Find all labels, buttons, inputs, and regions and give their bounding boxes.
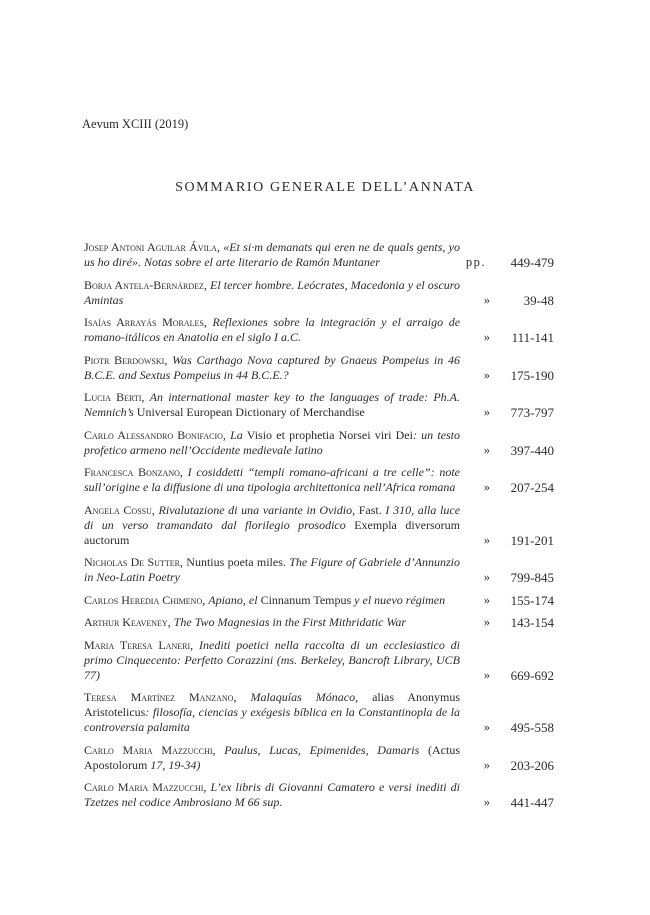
entry-title-italic: L’ex libris di Giovanni Camatero e versi inediti di Tzetzes nel codice Ambrosiano M 66 sup.: [84, 780, 461, 809]
toc-entry: [84, 428, 554, 458]
entry-citation: [84, 615, 460, 630]
page-prefix: »: [483, 570, 490, 584]
entry-text: Exempla diversorum auctorum: [84, 517, 460, 547]
toc-entry: [84, 240, 554, 270]
entry-title-italic: Malaquías Mónaco,: [250, 690, 359, 704]
entry-author: Arthur Keaveney: [84, 615, 168, 629]
page-title: SOMMARIO GENERALE DELL’ANNATA: [175, 180, 475, 195]
entry-title-italic: 17, 19-34): [150, 757, 201, 772]
entry-citation: [84, 315, 460, 345]
entry-text: , Nuntius poeta miles.: [179, 555, 290, 569]
toc-entry: [84, 743, 554, 773]
entry-author: Carlo Alessandro Bonifacio: [84, 427, 223, 442]
entry-title-italic: Paulus, Lucas, Epimenides, Damaris: [224, 742, 420, 757]
entry-citation: [84, 638, 460, 683]
toc-entry: [84, 780, 554, 810]
entry-text: ,: [151, 502, 159, 517]
entry-text: Cinnanum Tempus: [257, 592, 355, 607]
page-range: 449-479: [510, 255, 554, 270]
page-prefix: »: [483, 532, 490, 547]
page-prefix: »: [483, 667, 490, 682]
page-range: 155-174: [510, 592, 554, 608]
page-range: 111-141: [511, 330, 554, 345]
entry-text: ,: [141, 390, 150, 404]
toc-entry: [84, 615, 554, 630]
journal-header: Aevum XCIII (2019): [82, 117, 189, 131]
entry-citation: [84, 690, 460, 735]
page-range: 397-440: [510, 442, 554, 458]
entry-title-italic: : filosofía, ciencias y exégesis bíblica en la Constantinopla de la controversia palamita: [84, 705, 460, 734]
page-prefix: »: [483, 795, 490, 809]
entry-author: Nicholas De Sutter: [84, 555, 180, 569]
page-prefix: »: [483, 367, 490, 382]
entry-text: ,: [179, 465, 188, 479]
page-range: 39-48: [523, 292, 554, 308]
entry-citation: [84, 278, 460, 308]
page-prefix: pp.: [465, 255, 486, 269]
entry-title-italic: I 310, alla luce di un verso tramandato dal florilegio prosodico: [84, 502, 461, 532]
page-prefix: »: [483, 480, 490, 494]
page-prefix: »: [483, 615, 490, 629]
entry-text: ,: [203, 315, 213, 329]
entry-text: Visio et prophetia Norsei viri Dei: [242, 427, 413, 442]
entry-citation: [84, 240, 460, 270]
toc-entry: [84, 278, 554, 308]
entry-title-italic: Was Carthago Nova captured by Gnaeus Pompeius in 46 B.C.E. and Sextus Pompeius in 44 B.C.E.?: [84, 352, 461, 382]
entry-text: (Actus Apostolorum: [84, 742, 461, 772]
entry-text: ,: [167, 615, 174, 629]
page-range: 441-447: [510, 795, 554, 810]
toc-entry: [84, 465, 554, 495]
entry-text: ,: [202, 592, 209, 607]
entry-title-italic: An international master key to the languages of trade: Ph.A. Nemnich’s: [84, 390, 460, 419]
page-range: 175-190: [510, 367, 554, 383]
entry-text: ,: [222, 427, 231, 442]
page-prefix: »: [483, 442, 490, 457]
entry-title-italic: Rivalutazione di una variante in Ovidio,: [158, 502, 356, 517]
page-range: 191-201: [510, 532, 554, 548]
entry-author: Teresa Martínez Manzano: [84, 690, 234, 704]
toc-entry: [84, 555, 554, 585]
entry-citation: [84, 593, 460, 608]
page-range: 799-845: [510, 570, 554, 585]
entry-author: Carlo Maria Mazzucchi: [84, 742, 213, 757]
toc-entry: [84, 353, 554, 383]
entry-citation: [84, 465, 460, 495]
page-prefix: »: [483, 592, 490, 607]
page-range: 669-692: [510, 667, 554, 683]
entry-author: Isaías Arrayás Morales: [84, 315, 204, 329]
page-range: 495-558: [510, 720, 554, 735]
entry-text: Universal European Dictionary of Merchandise: [133, 405, 365, 419]
entry-title-italic: The Figure of Gabriele d’Annunzio in Neo-Latin Poetry: [84, 555, 460, 584]
entry-author: Angela Cossu: [84, 502, 152, 517]
page-prefix: »: [483, 720, 490, 734]
entry-citation: [84, 390, 460, 420]
entry-author: Carlo Maria Mazzucchi: [84, 780, 204, 794]
page-prefix: »: [483, 330, 490, 344]
toc-entry: [84, 503, 554, 548]
entry-author: Josep Antoni Aguilar Ávila: [84, 240, 217, 254]
entry-author: Carlos Heredia Chimeno: [84, 592, 203, 607]
entry-text: ,: [190, 637, 200, 652]
entry-title-italic: «Et si·m demanats qui eren ne de quals gents, yo us ho diré». Notas sobre el arte literario de Ramón Muntaner: [84, 240, 461, 269]
entry-text: ,: [233, 690, 251, 704]
entry-text: ,: [203, 780, 211, 794]
entry-text: ,: [164, 352, 173, 367]
entry-text: Fast.: [355, 502, 386, 517]
entry-citation: [84, 555, 460, 585]
toc-entry: [84, 315, 554, 345]
toc-entry: [84, 390, 554, 420]
toc-entry: [84, 690, 554, 735]
entry-title-italic: Reflexiones sobre la integración y el arraigo de romano-itálicos en Anatolia en el siglo I a.C.: [84, 315, 461, 344]
entry-citation: [84, 743, 460, 773]
toc-entry: [84, 638, 554, 683]
entry-title-italic: El tercer hombre. Leócrates, Macedonia y el oscuro Amintas: [84, 277, 461, 307]
entry-title-italic: I cosiddetti “templi romano-africani a tre celle”: note sull’origine e la diffusione di una tipologia architettonica nell’Africa romana: [84, 465, 460, 494]
entry-citation: [84, 780, 460, 810]
entry-author: Lucia Berti: [84, 390, 142, 404]
table-of-contents: [84, 240, 554, 818]
entry-citation: [84, 428, 460, 458]
entry-title-italic: La: [230, 427, 243, 442]
entry-title-italic: : un testo profetico armeno nell’Occidente medievale latino: [84, 427, 460, 457]
entry-text: ,: [212, 742, 225, 757]
entry-citation: [84, 503, 460, 548]
entry-title-italic: Inediti poetici nella raccolta di un ecclesiastico di primo Cinquecento: Perfetto Corazzini (ms. Berkeley, Bancroft Library, UCB 77): [84, 637, 461, 682]
toc-entry: [84, 593, 554, 608]
page-prefix: »: [483, 757, 490, 772]
page-prefix: »: [483, 292, 490, 307]
entry-text: ,: [203, 277, 211, 292]
entry-author: Francesca Bonzano: [84, 465, 180, 479]
entry-author: Borja Antela-Bernárdez: [84, 277, 204, 292]
entry-author: Piotr Berdowski: [84, 352, 165, 367]
entry-title-italic: The Two Magnesias in the First Mithridatic War: [173, 615, 407, 629]
page-range: 203-206: [510, 757, 554, 773]
entry-title-italic: Apiano, el: [208, 592, 258, 607]
entry-title-italic: y el nuevo régimen: [354, 592, 446, 607]
entry-text: alias Anonymus Aristotelicus: [84, 690, 461, 719]
entry-author: Maria Teresa Laneri: [84, 637, 191, 652]
page-range: 207-254: [510, 480, 554, 495]
entry-citation: [84, 353, 460, 383]
page-range: 143-154: [510, 615, 554, 630]
page-prefix: »: [483, 405, 490, 419]
entry-text: ,: [216, 240, 224, 254]
page-range: 773-797: [510, 405, 554, 420]
